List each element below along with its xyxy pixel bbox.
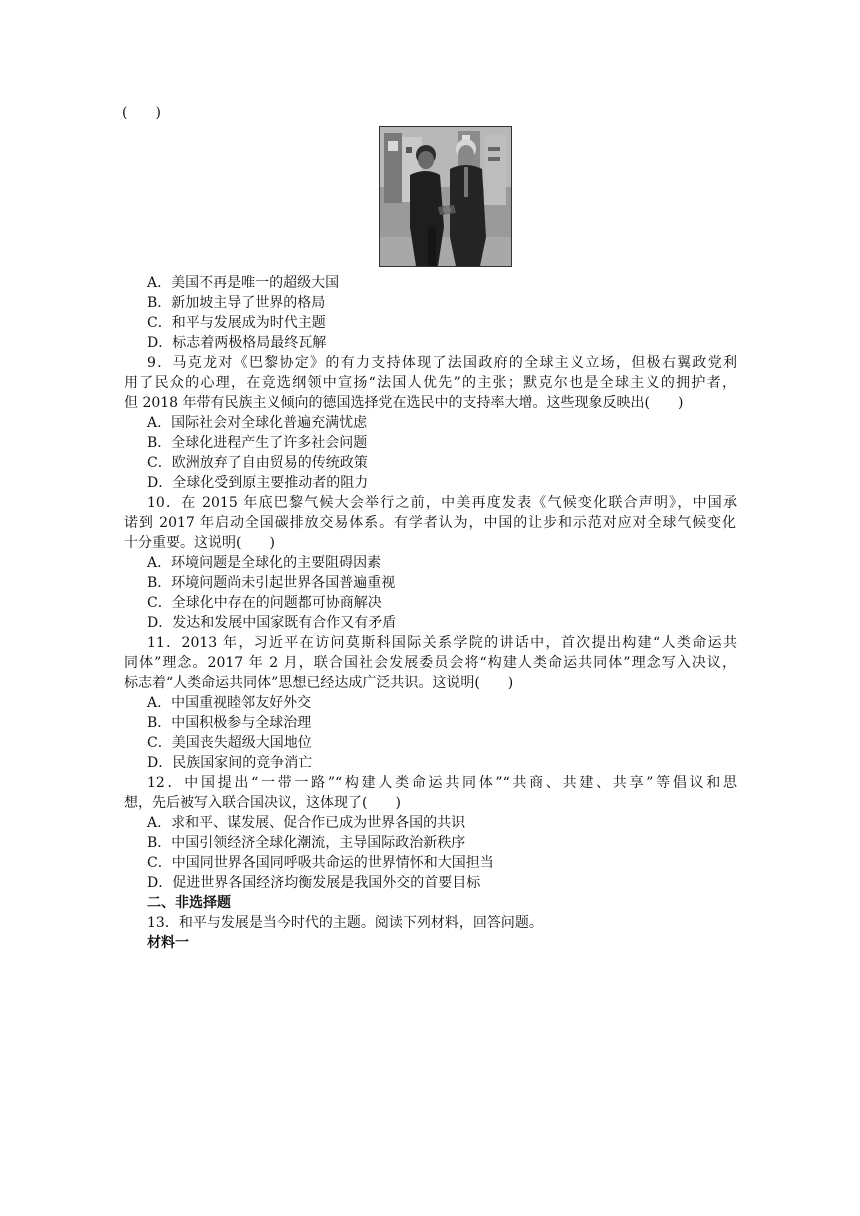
q11-stem-line-2: 同体”理念。2017 年 2 月，联合国社会发展委员会将“构建人类命运共同体”理念写入决议， bbox=[124, 655, 736, 671]
material-label: 材料一 bbox=[147, 935, 189, 951]
q12-option-d: D．促进世界各国经济均衡发展是我国外交的首要目标 bbox=[147, 875, 481, 891]
q12-option-a: A．求和平、谋发展、促合作已成为世界各国的共识 bbox=[147, 815, 466, 831]
q11-stem-line-3: 标志着“人类命运共同体”思想已经达成广泛共识。这说明( ) bbox=[124, 675, 514, 691]
q13-stem: 13．和平与发展是当今时代的主题。阅读下列材料，回答问题。 bbox=[147, 915, 543, 931]
q9-stem-line-3: 但 2018 年带有民族主义倾向的德国选择党在选民中的支持率大增。这些现象反映出( ) bbox=[124, 395, 684, 411]
q10-option-a: A．环境问题是全球化的主要阻碍因素 bbox=[147, 555, 382, 571]
section-heading: 二、非选择题 bbox=[147, 895, 231, 911]
q12-stem-line-2: 想，先后被写入联合国决议，这体现了( ) bbox=[124, 795, 401, 811]
q10-stem-line-3: 十分重要。这说明( ) bbox=[124, 535, 275, 551]
q9-stem-line-1: 9．马克龙对《巴黎协定》的有力支持体现了法国政府的全球主义立场，但极右翼政党利 bbox=[147, 355, 737, 371]
q12-stem-line-1: 12．中国提出“一带一路”“构建人类命运共同体”“共商、共建、共享”等倡议和思 bbox=[147, 775, 737, 791]
q9-option-d: D．全球化受到原主要推动者的阻力 bbox=[147, 475, 369, 491]
q10-stem-line-1: 10．在 2015 年底巴黎气候大会举行之前，中美再度发表《气候变化联合声明》，中国承 bbox=[147, 495, 737, 511]
answer-paren: ( ) bbox=[122, 105, 161, 121]
q9-option-c: C．欧洲放弃了自由贸易的传统政策 bbox=[147, 455, 368, 471]
q11-stem-line-1: 11．2013 年，习近平在访问莫斯科国际关系学院的讲话中，首次提出构建“人类命运共 bbox=[147, 635, 737, 651]
q11-option-b: B．中国积极参与全球治理 bbox=[147, 715, 312, 731]
q9-option-a: A．国际社会对全球化普遍充满忧虑 bbox=[147, 415, 368, 431]
q8-option-d: D．标志着两极格局最终瓦解 bbox=[147, 335, 327, 351]
q11-option-d: D．民族国家间的竞争消亡 bbox=[147, 755, 313, 771]
q9-stem-line-2: 用了民众的心理，在竞选纲领中宣扬“法国人优先”的主张；默克尔也是全球主义的拥护者， bbox=[124, 375, 736, 391]
q10-stem-line-2: 诺到 2017 年启动全国碳排放交易体系。有学者认为，中国的让步和示范对应对全球气候变化 bbox=[124, 515, 736, 531]
q10-option-d: D．发达和发展中国家既有合作又有矛盾 bbox=[147, 615, 397, 631]
q10-option-c: C．全球化中存在的问题都可协商解决 bbox=[147, 595, 382, 611]
q9-option-b: B．全球化进程产生了许多社会问题 bbox=[147, 435, 368, 451]
handshake-photo bbox=[379, 126, 512, 267]
q8-option-a: A．美国不再是唯一的超级大国 bbox=[147, 275, 340, 291]
q11-option-a: A．中国重视睦邻友好外交 bbox=[147, 695, 312, 711]
q10-option-b: B．环境问题尚未引起世界各国普遍重视 bbox=[147, 575, 396, 591]
q8-option-b: B．新加坡主导了世界的格局 bbox=[147, 295, 326, 311]
q11-option-c: C．美国丧失超级大国地位 bbox=[147, 735, 312, 751]
q12-option-c: C．中国同世界各国同呼吸共命运的世界情怀和大国担当 bbox=[147, 855, 494, 871]
q12-option-b: B．中国引领经济全球化潮流，主导国际政治新秩序 bbox=[147, 835, 466, 851]
q8-option-c: C．和平与发展成为时代主题 bbox=[147, 315, 326, 331]
